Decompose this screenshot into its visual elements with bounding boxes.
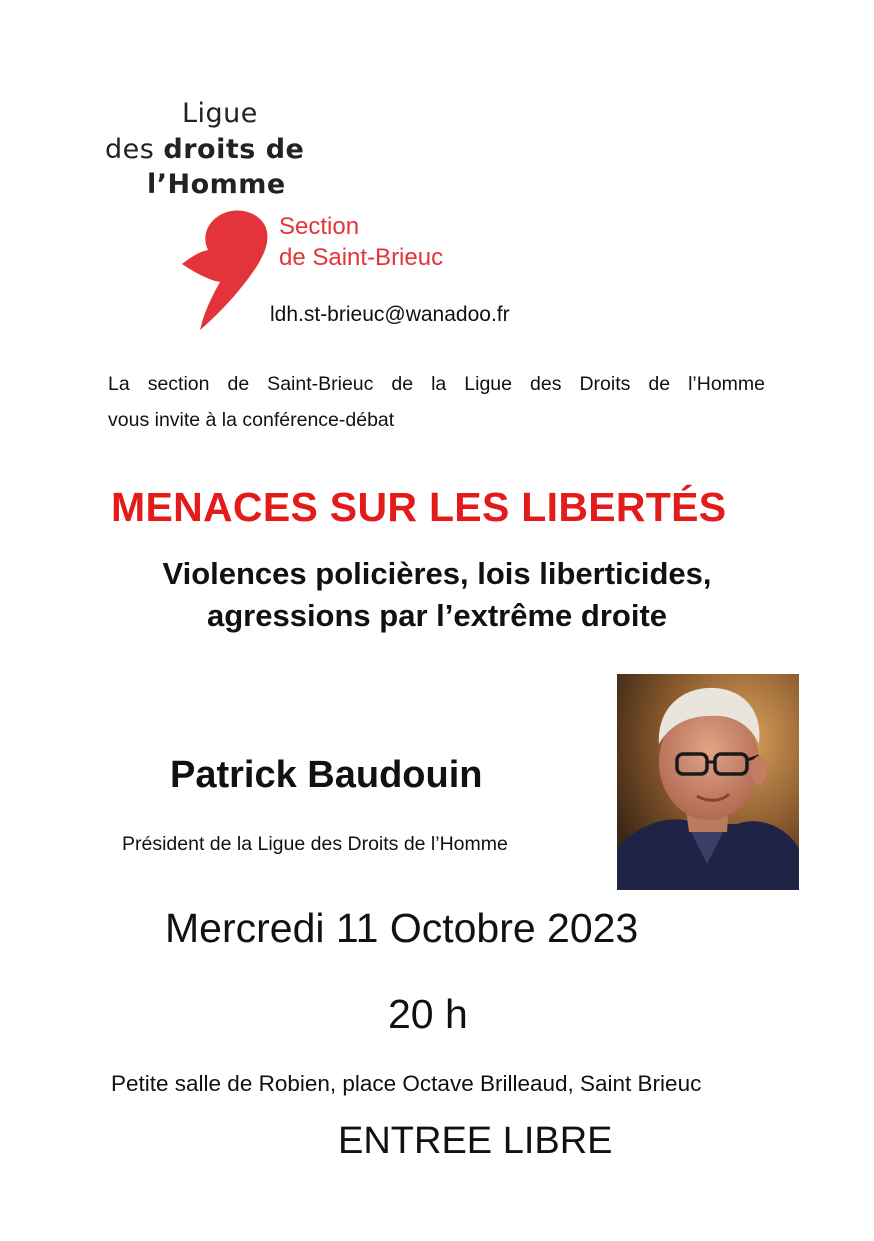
speaker-name: Patrick Baudouin (170, 754, 483, 796)
bird-icon (178, 208, 270, 332)
logo-line-droits (105, 133, 304, 167)
logo-line-ligue: Ligue (182, 98, 258, 129)
entry-free: ENTREE LIBRE (338, 1120, 613, 1162)
event-time: 20 h (388, 991, 468, 1037)
logo-line-homme: l’Homme (147, 169, 286, 200)
event-date: Mercredi 11 Octobre 2023 (165, 905, 639, 951)
subheadline-line-2: agressions par l’extrême droite (206, 598, 668, 633)
event-venue: Petite salle de Robien, place Octave Brilleaud, Saint Brieuc (111, 1071, 702, 1096)
contact-email: ldh.st-brieuc@wanadoo.fr (270, 303, 510, 326)
intro-line-1: La section de Saint-Brieuc de la Ligue des Droits de l’Homme (108, 373, 765, 395)
subheadline-line-1: Violences policières, lois liberticides, (162, 556, 712, 591)
logo-line-droits-bold: droits de (163, 134, 305, 165)
logo-section-line1: Section (279, 213, 360, 240)
speaker-photo (617, 674, 799, 890)
headline: MENACES SUR LES LIBERTÉS (111, 484, 727, 530)
logo-section-line2: de Saint-Brieuc (279, 244, 444, 271)
logo-line-droits-regular: des (105, 134, 164, 165)
speaker-role: Président de la Ligue des Droits de l’Homme (122, 833, 508, 855)
intro-line-2: vous invite à la conférence-débat (108, 409, 395, 431)
